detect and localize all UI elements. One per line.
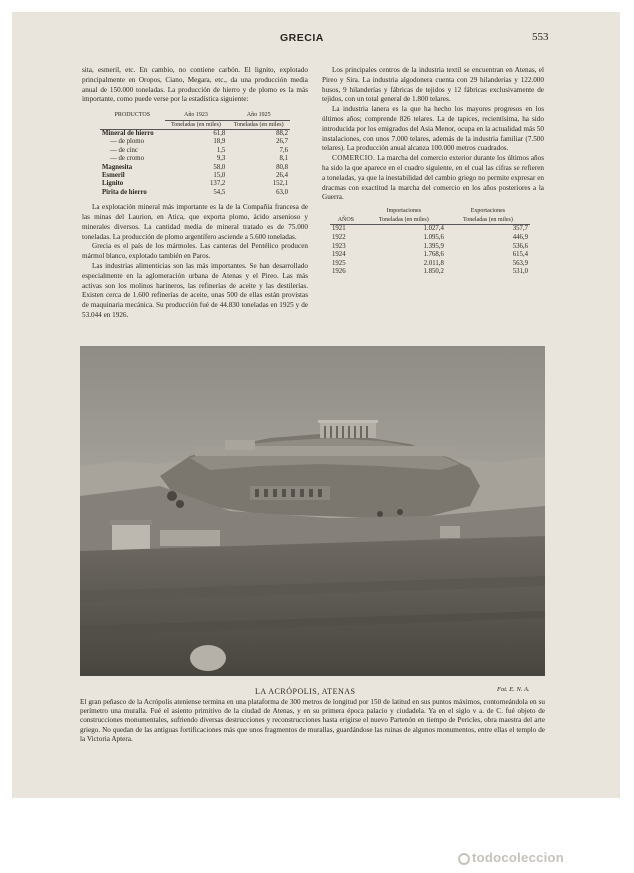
value-1925: 26,7 xyxy=(276,138,288,146)
value-1923: 18,9 xyxy=(213,138,226,146)
table-row xyxy=(100,130,290,139)
col-imp-unit-header: Toneladas (en miles) xyxy=(362,216,446,225)
table-row xyxy=(100,147,290,155)
value-1923: 9,3 xyxy=(216,155,226,163)
table-row xyxy=(330,243,530,252)
product-name: — de cinc xyxy=(110,146,138,154)
col-exports-header: Exportaciones xyxy=(470,208,506,215)
value-1923: 15,0 xyxy=(213,172,226,180)
value-1925: 26,4 xyxy=(276,172,288,180)
photo-caption: LA ACRÓPOLIS, ATENAS xyxy=(255,687,356,696)
commerce-lead: COMERCIO. xyxy=(332,154,376,163)
watermark-text: todocoleccion xyxy=(472,850,565,865)
foreign-trade-table xyxy=(330,207,530,277)
commerce-paragraph xyxy=(322,154,544,203)
table-blank-header xyxy=(330,207,362,216)
page-number: 553 xyxy=(532,31,549,43)
value-1923: 137,2 xyxy=(210,180,226,188)
product-name: Lignito xyxy=(102,180,124,188)
product-name: Magnesita xyxy=(102,163,133,171)
food-industry-paragraph: Las industrias alimenticias son las más importantes. Se han desarrollado especialmente en la aglomeración urbana de Atenas y el Pireo. Las más activas son los molinos harineros, las refinerías de aceite y las destilerías. Existen cerca de 1.600 refinerías de aceite, unas 500 de ellas están provistas de maquinaria mecánica. Su producción fué de 44.830 toneladas en 1925 y de 53.044 en 1926. xyxy=(82,262,308,320)
product-name: — de plomo xyxy=(110,138,144,146)
imports-value: 1.850,2 xyxy=(423,268,444,276)
intro-paragraph: sita, esmeril, etc. En cambio, no contiene carbón. El lignito, explotado principalmente en Oropos, Ciano, Megara, etc., da una producción media anual de 150.000 toneladas. La producción de hierro y de plomo es la más importante, como puede verse por la estadística siguiente: xyxy=(82,66,308,104)
value-1925: 7,6 xyxy=(279,146,288,154)
acropolis-photo-illustration xyxy=(80,346,545,676)
table-row xyxy=(100,155,290,163)
col-products-header: PRODUCTOS xyxy=(114,112,151,119)
col-unit2-header: Toneladas (en miles) xyxy=(227,120,290,129)
table-row xyxy=(100,180,290,188)
exports-value: 531,0 xyxy=(512,268,528,276)
year: 1925 xyxy=(332,259,346,267)
imports-value: 1.027,4 xyxy=(423,225,444,233)
watermark xyxy=(458,850,564,865)
table-row xyxy=(330,268,530,277)
value-1925: 88,2 xyxy=(276,130,288,137)
col-years-header: AÑOS xyxy=(330,216,362,225)
imports-value: 2.011,8 xyxy=(423,259,444,267)
product-name: Mineral de hierro xyxy=(102,130,154,137)
table-row xyxy=(330,251,530,260)
product-name: Pirita de hierro xyxy=(102,188,147,196)
table-row xyxy=(100,164,290,172)
value-1923: 1,5 xyxy=(216,146,226,154)
photo-description: El gran peñasco de la Acrópolis ateniense termina en una plataforma de 300 metros de longitud por 150 de latitud en sus puntos máximos, contorneándola en su perímetro una muralla. Fué el asiento primitivo de la ciudad de Atenas, y en su primera época palacio y ciudadela. Ya en el siglo v a. de C. fué objeto de construcciones monumentales, sufriendo diversas destrucciones y reconstrucciones hasta erigirse el nuevo Partenón en tiempo de Pericles, obra maestra del arte griego. No quedan de las antiguas fortificaciones más que unos fragmentos de murallas, guardándose las ruinas de algunos monumentos, entre ellas el templo de la Victoria Aptera. xyxy=(80,698,545,743)
value-1925: 80,8 xyxy=(276,163,288,171)
col-unit1-header: Toneladas (en miles) xyxy=(165,120,228,129)
col-year2-header: Año 1925 xyxy=(227,111,290,120)
right-text-column xyxy=(322,66,544,277)
year: 1923 xyxy=(332,242,346,250)
table-row xyxy=(330,234,530,243)
value-1925: 152,1 xyxy=(272,180,288,188)
year: 1922 xyxy=(332,233,346,241)
product-name: Esmeril xyxy=(102,172,125,180)
table-row xyxy=(330,260,530,269)
value-1923: 58,0 xyxy=(213,163,226,171)
mining-paragraph: La explotación mineral más importante es la de la Compañía francesa de las minas del Laurion, en Atica, que exporta plomo, ácido arsenioso y minerales diversos. La cantidad media de mineral tratado es de 75.000 toneladas. La producción de plomo argentífero asciende a 5.600 toneladas. xyxy=(82,203,308,241)
marble-paragraph: Grecia es el país de los mármoles. Las canteras del Pentélico producen mármol blanco, explotado también en Paros. xyxy=(82,242,308,261)
table-row xyxy=(330,225,530,234)
value-1925: 63,0 xyxy=(276,188,288,196)
table-spacer xyxy=(100,120,165,129)
col-exp-unit-header: Toneladas (en miles) xyxy=(446,216,530,225)
col-year1-header: Año 1923 xyxy=(165,111,228,120)
exports-value: 357,7 xyxy=(512,225,528,233)
col-imports-header: Importaciones xyxy=(386,208,421,215)
table-row xyxy=(100,189,290,197)
watermark-logo-icon xyxy=(458,853,470,865)
imports-value: 1.395,9 xyxy=(423,242,444,250)
value-1925: 8,1 xyxy=(279,155,288,163)
exports-value: 446,9 xyxy=(512,233,528,241)
left-text-column xyxy=(82,66,308,321)
page-header-title: GRECIA xyxy=(280,32,324,44)
exports-value: 615,4 xyxy=(512,251,528,259)
imports-value: 1.768,6 xyxy=(423,251,444,259)
textile-paragraph: Los principales centros de la industria textil se encuentran en Atenas, el Pireo y Sira. La industria algodonera cuenta con 29 hilanderías y 122.000 husos, 9 hilanderías y fábricas de tejidos y 12 fábricas exclusivamente de tejidos, con un total general de 1.800 telares. xyxy=(322,66,544,104)
product-name: — de cromo xyxy=(110,155,144,163)
value-1923: 54,5 xyxy=(213,188,226,196)
table-row xyxy=(100,172,290,180)
year: 1924 xyxy=(332,251,346,259)
value-1923: 61,8 xyxy=(213,130,226,137)
commerce-text: La marcha del comercio exterior durante los últimos años ha sido la que aparece en el cuadro siguiente, en el cual las cifras se refieren a toneladas, ya que la inestabilidad del cambio griego no permite expresar en dracmas con exactitud la marcha del comercio en los años posteriores a la Guerra. xyxy=(322,154,544,202)
exports-value: 563,9 xyxy=(512,259,528,267)
year: 1921 xyxy=(332,225,346,233)
exports-value: 536,6 xyxy=(512,242,528,250)
wool-paragraph: La industria lanera es la que ha hecho los mayores progresos en los últimos años; comprende 826 telares. La de tapices, recientísima, ha sido introducida por los emigrados del Asia Menor, ocupa en la actualidad más 50 instalaciones, con unos 7.000 telares, además de la industria familiar (7.500 telares). La producción anual alcanza 100.000 metros cuadrados. xyxy=(322,105,544,153)
mineral-production-table xyxy=(100,111,290,197)
photo-credit: Fot. E. N. A. xyxy=(497,686,530,693)
acropolis-photograph xyxy=(80,346,545,676)
imports-value: 1.095,6 xyxy=(423,233,444,241)
table-row xyxy=(100,138,290,146)
year: 1926 xyxy=(332,268,346,276)
